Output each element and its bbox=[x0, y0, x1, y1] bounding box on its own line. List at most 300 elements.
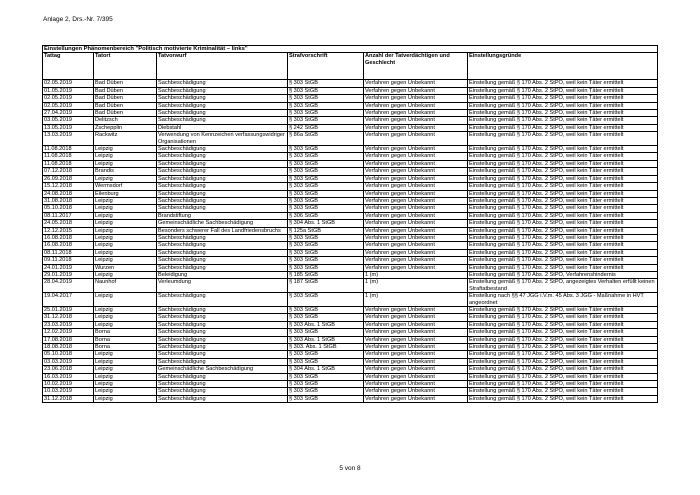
cell-einstellungsgruende: Einstellung gemäß § 170 Abs. 2 StPO, weil kein Täter ermittelt bbox=[468, 314, 658, 321]
cell-tatort: Leipzig bbox=[94, 197, 157, 204]
cell-strafvorschrift: § 303 StGB bbox=[288, 358, 364, 365]
cell-einstellungsgruende: Einstellung gemäß § 170 Abs. 2 StPO, weil kein Täter ermittelt bbox=[468, 227, 658, 234]
cell-tatort: Leipzig bbox=[94, 146, 157, 153]
table-header-row bbox=[43, 53, 658, 80]
page-number: 5 von 8 bbox=[339, 465, 361, 472]
cell-tatverdaechtige: Verfahren gegen Unbekannt bbox=[364, 124, 468, 131]
cell-einstellungsgruende: Einstellung gemäß § 170 Abs. 2 StPO, angezeigtes Verhalten erfüllt keinen Straftatbestand bbox=[468, 279, 658, 293]
cell-tatverdaechtige: Verfahren gegen Unbekannt bbox=[364, 388, 468, 395]
cell-tatvorwurf: Sachbeschädigung bbox=[157, 321, 288, 328]
cell-einstellungsgruende: Einstellung gemäß § 170 Abs. 2 StPO, weil kein Täter ermittelt bbox=[468, 329, 658, 336]
cell-strafvorschrift: § 303 Abs. 1 StGB bbox=[288, 336, 364, 343]
cell-tatverdaechtige: Verfahren gegen Unbekannt bbox=[364, 168, 468, 175]
cell-tatverdaechtige: Verfahren gegen Unbekannt bbox=[364, 95, 468, 102]
cell-tatverdaechtige: Verfahren gegen Unbekannt bbox=[364, 183, 468, 190]
cell-strafvorschrift: § 303 StGB bbox=[288, 293, 364, 307]
cell-einstellungsgruende: Einstellung gemäß § 170 Abs. 2 StPO, weil kein Täter ermittelt bbox=[468, 110, 658, 117]
cell-strafvorschrift: § 303 StGB bbox=[288, 168, 364, 175]
cell-einstellungsgruende: Einstellung gemäß § 170 Abs. 2 StPO, weil kein Täter ermittelt bbox=[468, 249, 658, 256]
cell-tatvorwurf: Sachbeschädigung bbox=[157, 234, 288, 241]
cell-tatort: Borna bbox=[94, 336, 157, 343]
cell-strafvorschrift: § 303 Abs. 1 StGB bbox=[288, 321, 364, 328]
cell-strafvorschrift: § 303 StGB bbox=[288, 351, 364, 358]
cell-tatverdaechtige: Verfahren gegen Unbekannt bbox=[364, 87, 468, 94]
cell-tatvorwurf: Sachbeschädigung bbox=[157, 293, 288, 307]
cell-tattag: 12.02.2019 bbox=[43, 329, 94, 336]
cell-tatvorwurf: Sachbeschädigung bbox=[157, 95, 288, 102]
cell-tattag: 11.08.2018 bbox=[43, 160, 94, 167]
cell-einstellungsgruende: Einstellung gemäß § 170 Abs. 2 StPO, weil kein Täter ermittelt bbox=[468, 183, 658, 190]
cell-einstellungsgruende: Einstellung gemäß § 170 Abs. 2 StPO, weil kein Täter ermittelt bbox=[468, 358, 658, 365]
cell-einstellungsgruende: Einstellung gemäß § 170 Abs. 2 StPO, weil kein Täter ermittelt bbox=[468, 373, 658, 380]
cell-tattag: 13.03.2019 bbox=[43, 132, 94, 146]
table-title: Einstellungen Phänomenbereich "Politisch motivierte Kriminalität – links" bbox=[43, 46, 658, 53]
cell-tattag: 16.08.2018 bbox=[43, 242, 94, 249]
cell-tattag: 17.08.2018 bbox=[43, 336, 94, 343]
cell-tatverdaechtige: Verfahren gegen Unbekannt bbox=[364, 336, 468, 343]
cell-strafvorschrift: § 242 StGB bbox=[288, 124, 364, 131]
cell-tatverdaechtige: Verfahren gegen Unbekannt bbox=[364, 395, 468, 402]
cell-tattag: 29.01.2019 bbox=[43, 271, 94, 278]
cell-tatort: Leipzig bbox=[94, 212, 157, 219]
cell-einstellungsgruende: Einstellung gemäß § 170 Abs. 2 StPO, weil kein Täter ermittelt bbox=[468, 212, 658, 219]
cell-tatverdaechtige: Verfahren gegen Unbekannt bbox=[364, 344, 468, 351]
cell-tatverdaechtige: Verfahren gegen Unbekannt bbox=[364, 175, 468, 182]
table-row bbox=[43, 102, 658, 109]
table-row bbox=[43, 336, 658, 343]
cell-tatort: Leipzig bbox=[94, 242, 157, 249]
cell-tatvorwurf: Sachbeschädigung bbox=[157, 205, 288, 212]
table-row bbox=[43, 351, 658, 358]
cell-tatverdaechtige: Verfahren gegen Unbekannt bbox=[364, 264, 468, 271]
cell-tattag: 24.05.2018 bbox=[43, 220, 94, 227]
cell-tattag: 08.11.2017 bbox=[43, 212, 94, 219]
cell-tatvorwurf: Sachbeschädigung bbox=[157, 329, 288, 336]
table-row bbox=[43, 110, 658, 117]
cell-tatort: Leipzig bbox=[94, 249, 157, 256]
cell-tatort: Bad Düben bbox=[94, 80, 157, 87]
discontinuations-table bbox=[42, 45, 658, 403]
table-row bbox=[43, 146, 658, 153]
cell-tatort: Leipzig bbox=[94, 314, 157, 321]
cell-tattag: 01.05.2019 bbox=[43, 87, 94, 94]
cell-tatverdaechtige: 1 (m) bbox=[364, 293, 468, 307]
cell-tatort: Leipzig bbox=[94, 271, 157, 278]
table-title-row bbox=[43, 46, 658, 53]
cell-tattag: 10.02.2019 bbox=[43, 381, 94, 388]
table-row bbox=[43, 395, 658, 402]
table-row bbox=[43, 373, 658, 380]
table-row bbox=[43, 234, 658, 241]
cell-tattag: 24.08.2018 bbox=[43, 190, 94, 197]
cell-tatort: Bad Düben bbox=[94, 110, 157, 117]
cell-strafvorschrift: § 303 StGB bbox=[288, 175, 364, 182]
cell-strafvorschrift: § 187 StGB bbox=[288, 279, 364, 293]
cell-einstellungsgruende: Einstellung gemäß § 170 Abs. 2 StPO, weil kein Täter ermittelt bbox=[468, 175, 658, 182]
cell-tatort: Leipzig bbox=[94, 153, 157, 160]
cell-tatvorwurf: Sachbeschädigung bbox=[157, 110, 288, 117]
cell-tatort: Zschepplin bbox=[94, 124, 157, 131]
document-reference: Anlage 2, Drs.-Nr. 7/395 bbox=[43, 16, 113, 23]
cell-tatort: Bad Düben bbox=[94, 95, 157, 102]
cell-tatort: Bad Düben bbox=[94, 102, 157, 109]
cell-tatvorwurf: Besonders schwerer Fall des Landfriedensbruchs bbox=[157, 227, 288, 234]
cell-strafvorschrift: § 303 StGB bbox=[288, 197, 364, 204]
cell-tatverdaechtige: Verfahren gegen Unbekannt bbox=[364, 110, 468, 117]
header-einstellungsgruende: Einstellungsgründe bbox=[468, 53, 658, 80]
cell-tatvorwurf: Sachbeschädigung bbox=[157, 381, 288, 388]
cell-tatort: Borna bbox=[94, 344, 157, 351]
cell-tattag: 11.08.2018 bbox=[43, 153, 94, 160]
cell-tattag: 02.05.2019 bbox=[43, 80, 94, 87]
cell-tatort: Naunhof bbox=[94, 279, 157, 293]
table-row bbox=[43, 95, 658, 102]
table-row bbox=[43, 190, 658, 197]
table-row bbox=[43, 321, 658, 328]
cell-tattag: 24.01.2019 bbox=[43, 264, 94, 271]
cell-tatverdaechtige: 1 (m) bbox=[364, 271, 468, 278]
cell-strafvorschrift: § 303 StGB bbox=[288, 102, 364, 109]
cell-tatvorwurf: Sachbeschädigung bbox=[157, 242, 288, 249]
cell-strafvorschrift: § 303 StGB bbox=[288, 80, 364, 87]
cell-tatverdaechtige: Verfahren gegen Unbekannt bbox=[364, 117, 468, 124]
cell-tatort: Leipzig bbox=[94, 227, 157, 234]
table-row bbox=[43, 293, 658, 307]
cell-einstellungsgruende: Einstellung gemäß § 170 Abs. 2 StPO, weil kein Täter ermittelt bbox=[468, 117, 658, 124]
cell-tatort: Leipzig bbox=[94, 220, 157, 227]
cell-tatvorwurf: Sachbeschädigung bbox=[157, 388, 288, 395]
table-row bbox=[43, 175, 658, 182]
cell-einstellungsgruende: Einstellung gemäß § 170 Abs. 2 StPO, weil kein Täter ermittelt bbox=[468, 153, 658, 160]
cell-tatverdaechtige: Verfahren gegen Unbekannt bbox=[364, 373, 468, 380]
cell-tatvorwurf: Sachbeschädigung bbox=[157, 314, 288, 321]
cell-tatort: Leipzig bbox=[94, 351, 157, 358]
cell-tatvorwurf: Sachbeschädigung bbox=[157, 264, 288, 271]
cell-tatort: Leipzig bbox=[94, 388, 157, 395]
cell-tatort: Borna bbox=[94, 329, 157, 336]
cell-strafvorschrift: § 303 StGB bbox=[288, 249, 364, 256]
cell-tattag: 11.08.2018 bbox=[43, 146, 94, 153]
cell-tatvorwurf: Sachbeschädigung bbox=[157, 168, 288, 175]
cell-tattag: 19.04.2017 bbox=[43, 293, 94, 307]
cell-tattag: 26.09.2018 bbox=[43, 175, 94, 182]
cell-tatvorwurf: Sachbeschädigung bbox=[157, 351, 288, 358]
cell-einstellungsgruende: Einstellung gemäß § 170 Abs. 2 StPO, Verfahrenshindernis bbox=[468, 271, 658, 278]
cell-tatverdaechtige: Verfahren gegen Unbekannt bbox=[364, 257, 468, 264]
cell-tattag: 10.03.2019 bbox=[43, 388, 94, 395]
cell-tattag: 18.08.2018 bbox=[43, 344, 94, 351]
cell-tatort: Leipzig bbox=[94, 293, 157, 307]
cell-tatort: Leipzig bbox=[94, 307, 157, 314]
table-row bbox=[43, 124, 658, 131]
cell-tatvorwurf: Sachbeschädigung bbox=[157, 146, 288, 153]
table-row bbox=[43, 205, 658, 212]
cell-einstellungsgruende: Einstellung gemäß § 170 Abs. 2 StPO, weil kein Täter ermittelt bbox=[468, 321, 658, 328]
cell-tatvorwurf: Sachbeschädigung bbox=[157, 307, 288, 314]
cell-einstellungsgruende: Einstellung gemäß § 170 Abs. 2 StPO, weil kein Täter ermittelt bbox=[468, 102, 658, 109]
cell-einstellungsgruende: Einstellung gemäß § 170 Abs. 2 StPO, weil kein Täter ermittelt bbox=[468, 234, 658, 241]
cell-tatvorwurf: Gemeinschädliche Sachbeschädigung bbox=[157, 220, 288, 227]
cell-tatort: Eilenburg bbox=[94, 190, 157, 197]
cell-strafvorschrift: § 303 StGB bbox=[288, 388, 364, 395]
cell-tatort: Leipzig bbox=[94, 358, 157, 365]
table-row bbox=[43, 314, 658, 321]
cell-tatvorwurf: Sachbeschädigung bbox=[157, 153, 288, 160]
cell-einstellungsgruende: Einstellung gemäß § 170 Abs. 2 StPO, weil kein Täter ermittelt bbox=[468, 351, 658, 358]
cell-tatverdaechtige: Verfahren gegen Unbekannt bbox=[364, 381, 468, 388]
cell-strafvorschrift: § 303 StGB bbox=[288, 307, 364, 314]
cell-tatverdaechtige: Verfahren gegen Unbekannt bbox=[364, 146, 468, 153]
cell-einstellungsgruende: Einstellung gemäß § 170 Abs. 2 StPO, weil kein Täter ermittelt bbox=[468, 146, 658, 153]
cell-tatverdaechtige: Verfahren gegen Unbekannt bbox=[364, 321, 468, 328]
table-row bbox=[43, 366, 658, 373]
cell-tatvorwurf: Verleumdung bbox=[157, 279, 288, 293]
cell-tatverdaechtige: Verfahren gegen Unbekannt bbox=[364, 205, 468, 212]
cell-einstellungsgruende: Einstellung gemäß § 170 Abs. 2 StPO, weil kein Täter ermittelt bbox=[468, 366, 658, 373]
cell-tattag: 16.08.2018 bbox=[43, 234, 94, 241]
table-row bbox=[43, 197, 658, 204]
cell-tattag: 15.12.2018 bbox=[43, 183, 94, 190]
cell-tatvorwurf: Sachbeschädigung bbox=[157, 80, 288, 87]
cell-tattag: 31.12.2018 bbox=[43, 314, 94, 321]
table-row bbox=[43, 117, 658, 124]
table-row bbox=[43, 80, 658, 87]
cell-einstellungsgruende: Einstellung gemäß § 170 Abs. 2 StPO, weil kein Täter ermittelt bbox=[468, 242, 658, 249]
cell-tatverdaechtige: Verfahren gegen Unbekannt bbox=[364, 153, 468, 160]
cell-strafvorschrift: § 303 StGB bbox=[288, 395, 364, 402]
cell-tatvorwurf: Sachbeschädigung bbox=[157, 358, 288, 365]
cell-strafvorschrift: § 125a StGB bbox=[288, 227, 364, 234]
cell-strafvorschrift: § 303 StGB bbox=[288, 381, 364, 388]
cell-strafvorschrift: § 303 StGB bbox=[288, 257, 364, 264]
cell-einstellungsgruende: Einstellung gemäß § 170 Abs. 2 StPO, weil kein Täter ermittelt bbox=[468, 205, 658, 212]
cell-einstellungsgruende: Einstellung gemäß § 170 Abs. 2 StPO, weil kein Täter ermittelt bbox=[468, 395, 658, 402]
cell-tatverdaechtige: Verfahren gegen Unbekannt bbox=[364, 249, 468, 256]
cell-tatort: Delitzsch bbox=[94, 117, 157, 124]
table-row bbox=[43, 358, 658, 365]
table-row bbox=[43, 87, 658, 94]
cell-tatort: Leipzig bbox=[94, 205, 157, 212]
cell-tatverdaechtige: Verfahren gegen Unbekannt bbox=[364, 351, 468, 358]
table-row bbox=[43, 271, 658, 278]
cell-einstellungsgruende: Einstellung gemäß § 170 Abs. 2 StPO, weil kein Täter ermittelt bbox=[468, 124, 658, 131]
cell-tatverdaechtige: Verfahren gegen Unbekannt bbox=[364, 212, 468, 219]
table-row bbox=[43, 160, 658, 167]
cell-strafvorschrift: § 303 StGB bbox=[288, 329, 364, 336]
cell-tatort: Brandis bbox=[94, 168, 157, 175]
cell-tatverdaechtige: Verfahren gegen Unbekannt bbox=[364, 358, 468, 365]
cell-tatort: Leipzig bbox=[94, 366, 157, 373]
cell-strafvorschrift: § 303 StGB bbox=[288, 234, 364, 241]
cell-tattag: 16.03.2019 bbox=[43, 373, 94, 380]
cell-strafvorschrift: § 304 Abs. 1 StGB bbox=[288, 366, 364, 373]
cell-tatverdaechtige: Verfahren gegen Unbekannt bbox=[364, 307, 468, 314]
cell-tatvorwurf: Verwendung von Kennzeichen verfassungswidriger Organisationen bbox=[157, 132, 288, 146]
cell-einstellungsgruende: Einstellung gemäß § 170 Abs. 2 StPO, weil kein Täter ermittelt bbox=[468, 190, 658, 197]
cell-tattag: 12.12.2015 bbox=[43, 227, 94, 234]
cell-tatort: Leipzig bbox=[94, 175, 157, 182]
cell-einstellungsgruende: Einstellung gemäß § 170 Abs. 2 StPO, weil kein Täter ermittelt bbox=[468, 344, 658, 351]
cell-tattag: 09.11.2018 bbox=[43, 257, 94, 264]
table-row bbox=[43, 242, 658, 249]
cell-einstellungsgruende: Einstellung gemäß § 170 Abs. 2 StPO, weil kein Täter ermittelt bbox=[468, 257, 658, 264]
cell-tatort: Leipzig bbox=[94, 321, 157, 328]
table-row bbox=[43, 249, 658, 256]
cell-tatvorwurf: Sachbeschädigung bbox=[157, 117, 288, 124]
cell-tatverdaechtige: Verfahren gegen Unbekannt bbox=[364, 220, 468, 227]
cell-einstellungsgruende: Einstellung gemäß § 170 Abs. 2 StPO, weil kein Täter ermittelt bbox=[468, 87, 658, 94]
cell-strafvorschrift: § 303 StGB bbox=[288, 190, 364, 197]
cell-strafvorschrift: § 185 StGB bbox=[288, 271, 364, 278]
cell-tatvorwurf: Sachbeschädigung bbox=[157, 197, 288, 204]
cell-strafvorschrift: § 303 StGB bbox=[288, 314, 364, 321]
cell-tatverdaechtige: Verfahren gegen Unbekannt bbox=[364, 160, 468, 167]
cell-tatverdaechtige: Verfahren gegen Unbekannt bbox=[364, 132, 468, 146]
table-row bbox=[43, 220, 658, 227]
table-row bbox=[43, 212, 658, 219]
table-row bbox=[43, 132, 658, 146]
cell-einstellungsgruende: Einstellung nach §§ 47 JGG i.V.m. 45 Abs. 3 JGG - Maßnahme in HVT angeordnet bbox=[468, 293, 658, 307]
cell-einstellungsgruende: Einstellung gemäß § 170 Abs. 2 StPO, weil kein Täter ermittelt bbox=[468, 381, 658, 388]
cell-tatvorwurf: Sachbeschädigung bbox=[157, 344, 288, 351]
cell-tatort: Leipzig bbox=[94, 395, 157, 402]
cell-tatvorwurf: Sachbeschädigung bbox=[157, 395, 288, 402]
table-row bbox=[43, 307, 658, 314]
cell-tattag: 08.11.2018 bbox=[43, 249, 94, 256]
cell-einstellungsgruende: Einstellung gemäß § 170 Abs. 2 StPO, weil kein Täter ermittelt bbox=[468, 336, 658, 343]
cell-tatvorwurf: Gemeinschädliche Sachbeschädigung bbox=[157, 366, 288, 373]
cell-tattag: 03.05.2019 bbox=[43, 117, 94, 124]
cell-tatvorwurf: Beleidigung bbox=[157, 271, 288, 278]
cell-tatverdaechtige: Verfahren gegen Unbekannt bbox=[364, 242, 468, 249]
cell-einstellungsgruende: Einstellung gemäß § 170 Abs. 2 StPO, weil kein Täter ermittelt bbox=[468, 264, 658, 271]
table-row bbox=[43, 227, 658, 234]
header-tattag: Tattag bbox=[43, 53, 94, 80]
cell-tatverdaechtige: Verfahren gegen Unbekannt bbox=[364, 190, 468, 197]
cell-tatvorwurf: Brandstiftung bbox=[157, 212, 288, 219]
cell-tatort: Leipzig bbox=[94, 373, 157, 380]
cell-strafvorschrift: § 303 StGB bbox=[288, 87, 364, 94]
cell-strafvorschrift: § 86a StGB bbox=[288, 132, 364, 146]
header-tatvorwurf: Tatvorwurf bbox=[157, 53, 288, 80]
cell-tatverdaechtige: Verfahren gegen Unbekannt bbox=[364, 80, 468, 87]
table-row bbox=[43, 279, 658, 293]
cell-tatvorwurf: Sachbeschädigung bbox=[157, 257, 288, 264]
cell-tatverdaechtige: Verfahren gegen Unbekannt bbox=[364, 314, 468, 321]
table-body bbox=[43, 80, 658, 403]
header-tatverdaechtige: Anzahl der Tatverdächtigen und Geschlecht bbox=[364, 53, 468, 80]
cell-strafvorschrift: § 303 StGB bbox=[288, 264, 364, 271]
cell-strafvorschrift: § 303. Abs. 1 StGB bbox=[288, 344, 364, 351]
cell-tatvorwurf: Diebstahl bbox=[157, 124, 288, 131]
header-strafvorschrift: Strafvorschrift bbox=[288, 53, 364, 80]
cell-tattag: 31.08.2018 bbox=[43, 197, 94, 204]
cell-tatverdaechtige: Verfahren gegen Unbekannt bbox=[364, 227, 468, 234]
cell-tatverdaechtige: Verfahren gegen Unbekannt bbox=[364, 197, 468, 204]
cell-einstellungsgruende: Einstellung gemäß § 170 Abs. 2 StPO, weil kein Täter ermittelt bbox=[468, 388, 658, 395]
cell-tatvorwurf: Sachbeschädigung bbox=[157, 183, 288, 190]
cell-tatort: Bad Düben bbox=[94, 87, 157, 94]
cell-tatverdaechtige: Verfahren gegen Unbekannt bbox=[364, 329, 468, 336]
cell-einstellungsgruende: Einstellung gemäß § 170 Abs. 2 StPO, weil kein Täter ermittelt bbox=[468, 95, 658, 102]
cell-einstellungsgruende: Einstellung gemäß § 170 Abs. 2 StPO, weil kein Täter ermittelt bbox=[468, 307, 658, 314]
table-row bbox=[43, 183, 658, 190]
cell-einstellungsgruende: Einstellung gemäß § 170 Abs. 2 StPO, weil kein Täter ermittelt bbox=[468, 132, 658, 146]
cell-tattag: 02.05.2019 bbox=[43, 102, 94, 109]
cell-strafvorschrift: § 303 StGB bbox=[288, 183, 364, 190]
cell-einstellungsgruende: Einstellung gemäß § 170 Abs. 2 StPO, weil kein Täter ermittelt bbox=[468, 80, 658, 87]
cell-tatort: Leipzig bbox=[94, 257, 157, 264]
cell-tatvorwurf: Sachbeschädigung bbox=[157, 249, 288, 256]
cell-tattag: 28.04.2019 bbox=[43, 279, 94, 293]
cell-tatverdaechtige: Verfahren gegen Unbekannt bbox=[364, 234, 468, 241]
cell-strafvorschrift: § 303 StGB bbox=[288, 110, 364, 117]
table-row bbox=[43, 257, 658, 264]
cell-strafvorschrift: § 303 StGB bbox=[288, 242, 364, 249]
cell-tatverdaechtige: 1 (m) bbox=[364, 279, 468, 293]
cell-tatverdaechtige: Verfahren gegen Unbekannt bbox=[364, 102, 468, 109]
cell-tatort: Leipzig bbox=[94, 381, 157, 388]
cell-strafvorschrift: § 303 StGB bbox=[288, 160, 364, 167]
cell-tattag: 02.05.2019 bbox=[43, 95, 94, 102]
cell-strafvorschrift: § 303 StGB bbox=[288, 373, 364, 380]
cell-tattag: 23.06.2018 bbox=[43, 366, 94, 373]
cell-tatort: Wurzen bbox=[94, 264, 157, 271]
cell-tatvorwurf: Sachbeschädigung bbox=[157, 373, 288, 380]
cell-tatvorwurf: Sachbeschädigung bbox=[157, 87, 288, 94]
cell-tatort: Rackwitz bbox=[94, 132, 157, 146]
cell-strafvorschrift: § 303 StGB bbox=[288, 95, 364, 102]
cell-tattag: 31.12.2018 bbox=[43, 395, 94, 402]
table-row bbox=[43, 388, 658, 395]
cell-einstellungsgruende: Einstellung gemäß § 170 Abs. 2 StPO, weil kein Täter ermittelt bbox=[468, 160, 658, 167]
cell-tattag: 13.05.2019 bbox=[43, 124, 94, 131]
cell-strafvorschrift: § 303 StGB bbox=[288, 153, 364, 160]
cell-einstellungsgruende: Einstellung gemäß § 170 Abs. 2 StPO, weil kein Täter ermittelt bbox=[468, 220, 658, 227]
cell-tattag: 05.10.2018 bbox=[43, 205, 94, 212]
cell-strafvorschrift: § 303 StGB bbox=[288, 146, 364, 153]
cell-tatvorwurf: Sachbeschädigung bbox=[157, 336, 288, 343]
cell-tatvorwurf: Sachbeschädigung bbox=[157, 160, 288, 167]
cell-einstellungsgruende: Einstellung gemäß § 170 Abs. 2 StPO, weil kein Täter ermittelt bbox=[468, 197, 658, 204]
cell-einstellungsgruende: Einstellung gemäß § 170 Abs. 2 StPO, weil kein Täter ermittelt bbox=[468, 168, 658, 175]
cell-tatvorwurf: Sachbeschädigung bbox=[157, 175, 288, 182]
table-row bbox=[43, 168, 658, 175]
cell-tattag: 27.04.2019 bbox=[43, 110, 94, 117]
table-row bbox=[43, 153, 658, 160]
cell-tatort: Leipzig bbox=[94, 160, 157, 167]
table-row bbox=[43, 264, 658, 271]
cell-tatort: Wermsdorf bbox=[94, 183, 157, 190]
cell-tatverdaechtige: Verfahren gegen Unbekannt bbox=[364, 366, 468, 373]
table-row bbox=[43, 329, 658, 336]
cell-tattag: 05.10.2018 bbox=[43, 351, 94, 358]
cell-strafvorschrift: § 303 StGB bbox=[288, 117, 364, 124]
cell-strafvorschrift: § 303 StGB bbox=[288, 205, 364, 212]
cell-tatort: Leipzig bbox=[94, 234, 157, 241]
cell-tattag: 07.12.2018 bbox=[43, 168, 94, 175]
cell-tattag: 25.01.2019 bbox=[43, 307, 94, 314]
cell-tattag: 23.03.2019 bbox=[43, 321, 94, 328]
table-row bbox=[43, 381, 658, 388]
cell-strafvorschrift: § 306 StGB bbox=[288, 212, 364, 219]
cell-tattag: 03.03.2019 bbox=[43, 358, 94, 365]
header-tatort: Tatort bbox=[94, 53, 157, 80]
table-row bbox=[43, 344, 658, 351]
cell-strafvorschrift: § 304 Abs. 1 StGB bbox=[288, 220, 364, 227]
table-container bbox=[42, 45, 657, 403]
cell-tatvorwurf: Sachbeschädigung bbox=[157, 190, 288, 197]
